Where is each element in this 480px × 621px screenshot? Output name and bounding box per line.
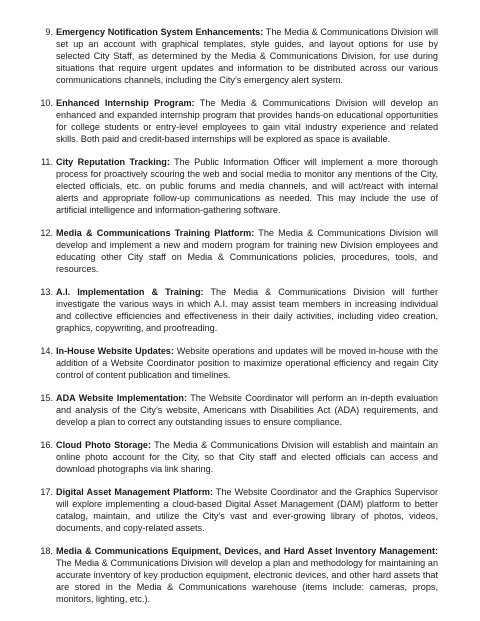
item-text: The Media & Communications Division will further investigate the various ways in which A.I. may assist team members in increasing individual and collective efficiencies and effectiveness in their daily activities, including video creation, graphics, copywriting, and proofreading. — [56, 286, 439, 333]
list-item — [32, 27, 438, 87]
item-body — [56, 440, 438, 476]
item-text: The Public Information Officer will implement a more thorough process for proactively scouring the web and social media to monitor any mentions of the City, elected officials, etc. on public forums and media channels, and will act/react with internal alerts and appropriate follow-up communications as needed. This may include the use of artificial intelligence and information-gathering software. — [56, 156, 438, 215]
item-number: 11. — [41, 156, 53, 167]
item-text: The Media & Communications Division will develop an enhanced and expanded internship program that provides hands-on educational opportunities for college students or entry-level employees to gain vital industry experience and related skills. Both paid and credit-based internships will be explored as space is available. — [56, 97, 439, 144]
item-number: 13. — [40, 286, 53, 297]
list-item — [32, 546, 438, 606]
item-heading: Enhanced Internship Program: — [56, 97, 195, 108]
item-heading: City Reputation Tracking: — [56, 156, 170, 167]
item-heading: ADA Website Implementation: — [56, 393, 188, 403]
numbered-list — [32, 27, 438, 606]
item-number: 18. — [40, 546, 53, 557]
list-item — [32, 228, 438, 276]
list-item — [32, 98, 438, 146]
item-heading: Emergency Notification System Enhancements: — [56, 27, 264, 37]
item-text: The Media & Communications Division will develop and implement a new and modern program for training new Division employees and educating other City staff on Media & Communications policies, procedures, tools, and resources. — [56, 227, 438, 274]
item-number: 15. — [40, 393, 53, 403]
item-body — [56, 487, 438, 535]
item-body — [56, 393, 438, 429]
item-heading: Cloud Photo Storage: — [56, 440, 151, 451]
item-text: The Media & Communications Division will set up an account with graphical templates, style guides, and layout options for use by selected City Staff, as determined by the Media & Communications Division, for use during situations that require urgent updates and information to be distributed across our various communications channels, including the City’s emergency alert system. — [56, 27, 439, 85]
list-item — [32, 440, 438, 476]
item-heading: Digital Asset Management Platform: — [56, 487, 213, 498]
item-text: The Media & Communications Division will establish and maintain an online photo account for the City, so that City staff and elected officials can access and download photographs via link sharing. — [56, 440, 438, 474]
item-number: 14. — [40, 345, 53, 356]
list-item — [32, 157, 438, 217]
item-body — [56, 98, 438, 146]
item-number: 17. — [40, 487, 53, 498]
item-text: Website operations and updates will be moved in-house with the addition of a Website Coordinator position to maximize operational efficiency and regain City control of content publication and timelines. — [56, 345, 439, 380]
item-text: The Media & Communications Division will develop a plan and methodology for maintaining an accurate inventory of key production equipment, electronic devices, and other hard assets that are stored in the Media & Communications warehouse (items include: cameras, props, monitors, lighting, etc.). — [56, 558, 438, 604]
item-number: 16. — [40, 440, 53, 451]
item-text: The Website Coordinator and the Graphics Supervisor will explore implementing a cloud-based Digital Asset Management (DAM) platform to better catalog, maintain, and utilize the City’s vast and ever-growing library of photos, videos, documents, and copy-related assets. — [56, 487, 439, 533]
item-body — [56, 228, 438, 276]
item-body — [56, 346, 438, 382]
item-heading: In-House Website Updates: — [56, 345, 175, 356]
item-body — [56, 27, 438, 87]
list-item — [32, 487, 438, 535]
list-item — [32, 346, 438, 382]
item-heading: Media & Communications Equipment, Devices, and Hard Asset Inventory Management: — [56, 546, 438, 557]
item-heading: Media & Communications Training Platform: — [56, 227, 255, 238]
list-item — [32, 393, 438, 429]
item-heading: A.I. Implementation & Training: — [56, 286, 204, 297]
item-number: 10. — [40, 97, 53, 108]
item-number: 12. — [40, 227, 53, 238]
item-body — [56, 157, 438, 217]
item-text: The Website Coordinator will perform an in-depth evaluation and analysis of the City’s website, Americans with Disabilities Act (ADA) requirements, and develop a plan to correct any outstanding issues to ensure compliance. — [56, 393, 438, 427]
item-body — [56, 287, 438, 335]
list-item — [32, 287, 438, 335]
item-number: 9. — [45, 27, 53, 37]
item-body — [56, 546, 438, 606]
